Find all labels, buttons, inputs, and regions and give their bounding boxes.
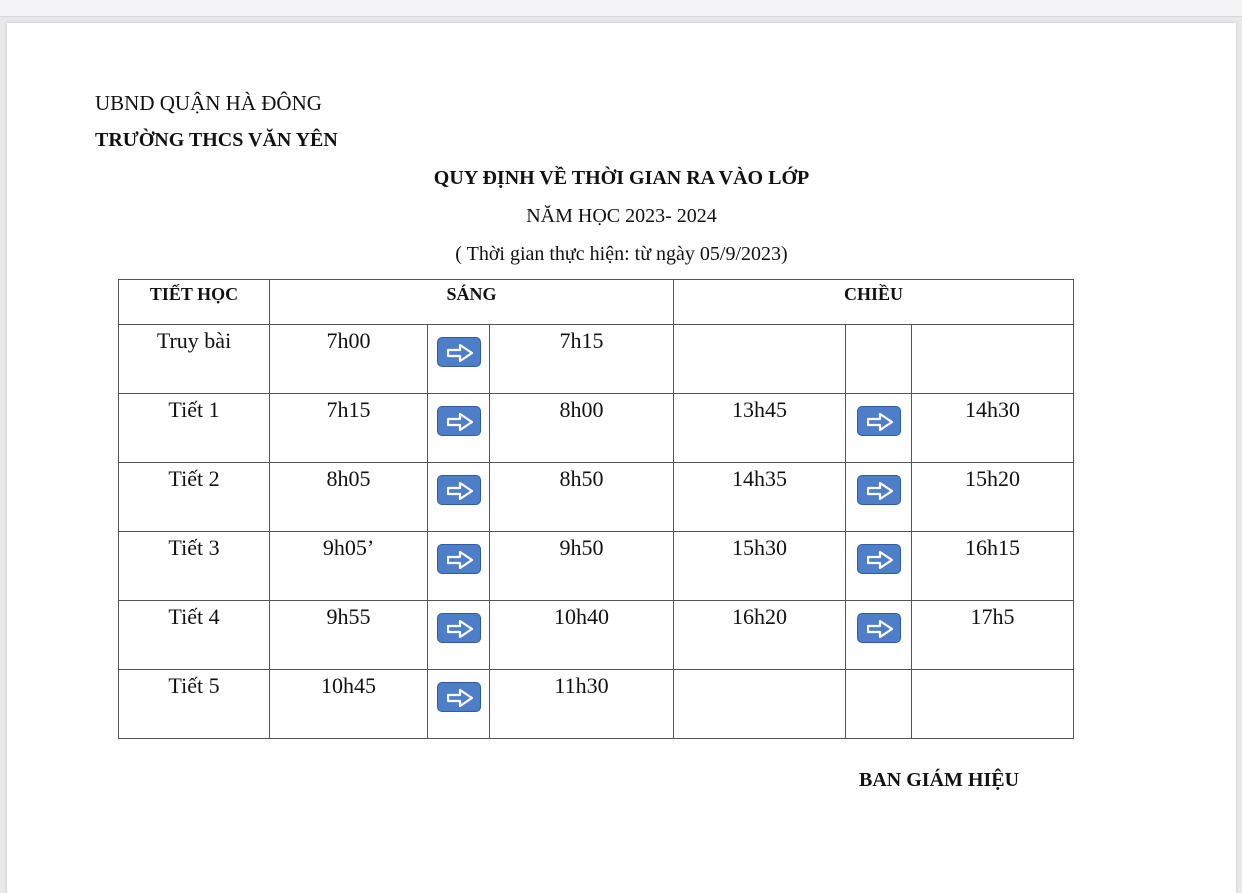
morning-end-cell (490, 670, 674, 739)
afternoon-arrow-cell (846, 532, 912, 601)
morning-end-cell (490, 325, 674, 394)
afternoon-start-cell (674, 325, 846, 394)
document-title: QUY ĐỊNH VỀ THỜI GIAN RA VÀO LỚP (433, 167, 810, 189)
morning-end-time: 10h40 (554, 604, 609, 629)
right-arrow-icon (437, 406, 481, 436)
afternoon-arrow-cell (846, 601, 912, 670)
morning-arrow-cell (428, 463, 490, 532)
header-morning: SÁNG (270, 280, 674, 325)
afternoon-start-cell (674, 601, 846, 670)
header-period: TIẾT HỌC (119, 280, 270, 325)
afternoon-end-time: 17h5 (970, 604, 1015, 629)
morning-arrow-cell (428, 532, 490, 601)
period-label: Tiết 2 (168, 466, 220, 491)
document-page (7, 23, 1236, 893)
period-cell (119, 601, 270, 670)
afternoon-end-cell (912, 670, 1074, 739)
morning-end-cell (490, 463, 674, 532)
afternoon-start-time: 16h20 (732, 604, 787, 629)
right-arrow-icon (437, 544, 481, 574)
effective-date-note: ( Thời gian thực hiện: từ ngày 05/9/2023) (455, 243, 788, 265)
morning-start-cell (270, 463, 428, 532)
morning-end-time: 8h00 (559, 397, 604, 422)
table-row (119, 394, 1074, 463)
period-label: Truy bài (156, 328, 232, 353)
afternoon-start-cell (674, 394, 846, 463)
afternoon-end-time: 14h30 (965, 397, 1020, 422)
afternoon-end-cell (912, 463, 1074, 532)
organization-name: UBND QUẬN HÀ ĐÔNG (95, 91, 322, 115)
right-arrow-icon (857, 544, 901, 574)
signature-label: BAN GIÁM HIỆU (859, 769, 1020, 791)
afternoon-end-time: 16h15 (965, 535, 1020, 560)
afternoon-end-cell (912, 394, 1074, 463)
morning-start-time: 9h55 (326, 604, 371, 629)
morning-start-time: 9h05’ (322, 535, 375, 560)
morning-arrow-cell (428, 325, 490, 394)
afternoon-end-time: 15h20 (965, 466, 1020, 491)
right-arrow-icon (437, 337, 481, 367)
afternoon-end-cell (912, 325, 1074, 394)
period-cell (119, 670, 270, 739)
morning-start-cell (270, 532, 428, 601)
afternoon-start-time: 13h45 (732, 397, 787, 422)
morning-end-cell (490, 601, 674, 670)
afternoon-arrow-cell (846, 463, 912, 532)
morning-start-time: 8h05 (326, 466, 371, 491)
school-year: NĂM HỌC 2023- 2024 (526, 205, 717, 227)
period-cell (119, 325, 270, 394)
morning-arrow-cell (428, 394, 490, 463)
right-arrow-icon (437, 613, 481, 643)
afternoon-start-time: 15h30 (732, 535, 787, 560)
afternoon-start-time: 14h35 (732, 466, 787, 491)
right-arrow-icon (857, 406, 901, 436)
period-label: Tiết 4 (168, 604, 220, 629)
afternoon-start-cell (674, 463, 846, 532)
morning-start-cell (270, 670, 428, 739)
viewer-top-bar (0, 0, 1242, 17)
morning-start-time: 7h00 (326, 328, 371, 353)
schedule-table (118, 279, 1074, 739)
right-arrow-icon (857, 475, 901, 505)
morning-start-time: 10h45 (321, 673, 376, 698)
right-arrow-icon (437, 475, 481, 505)
morning-arrow-cell (428, 670, 490, 739)
morning-start-cell (270, 325, 428, 394)
period-label: Tiết 5 (168, 673, 220, 698)
afternoon-start-cell (674, 670, 846, 739)
afternoon-end-cell (912, 532, 1074, 601)
morning-arrow-cell (428, 601, 490, 670)
morning-end-cell (490, 394, 674, 463)
afternoon-arrow-cell (846, 670, 912, 739)
table-row (119, 532, 1074, 601)
header-afternoon: CHIỀU (674, 280, 1074, 325)
morning-end-time: 7h15 (559, 328, 604, 353)
table-row (119, 601, 1074, 670)
period-label: Tiết 1 (168, 397, 220, 422)
period-cell (119, 532, 270, 601)
period-cell (119, 394, 270, 463)
period-label: Tiết 3 (168, 535, 220, 560)
morning-start-cell (270, 394, 428, 463)
afternoon-end-cell (912, 601, 1074, 670)
morning-end-time: 9h50 (559, 535, 604, 560)
table-row (119, 325, 1074, 394)
right-arrow-icon (857, 613, 901, 643)
period-cell (119, 463, 270, 532)
afternoon-arrow-cell (846, 394, 912, 463)
morning-start-cell (270, 601, 428, 670)
morning-end-time: 11h30 (554, 673, 609, 698)
table-row (119, 670, 1074, 739)
school-name: TRƯỜNG THCS VĂN YÊN (95, 129, 338, 151)
table-header-row (119, 280, 1074, 325)
morning-start-time: 7h15 (326, 397, 371, 422)
morning-end-cell (490, 532, 674, 601)
schedule-body (119, 325, 1074, 739)
afternoon-start-cell (674, 532, 846, 601)
table-row (119, 463, 1074, 532)
morning-end-time: 8h50 (559, 466, 604, 491)
right-arrow-icon (437, 682, 481, 712)
afternoon-arrow-cell (846, 325, 912, 394)
